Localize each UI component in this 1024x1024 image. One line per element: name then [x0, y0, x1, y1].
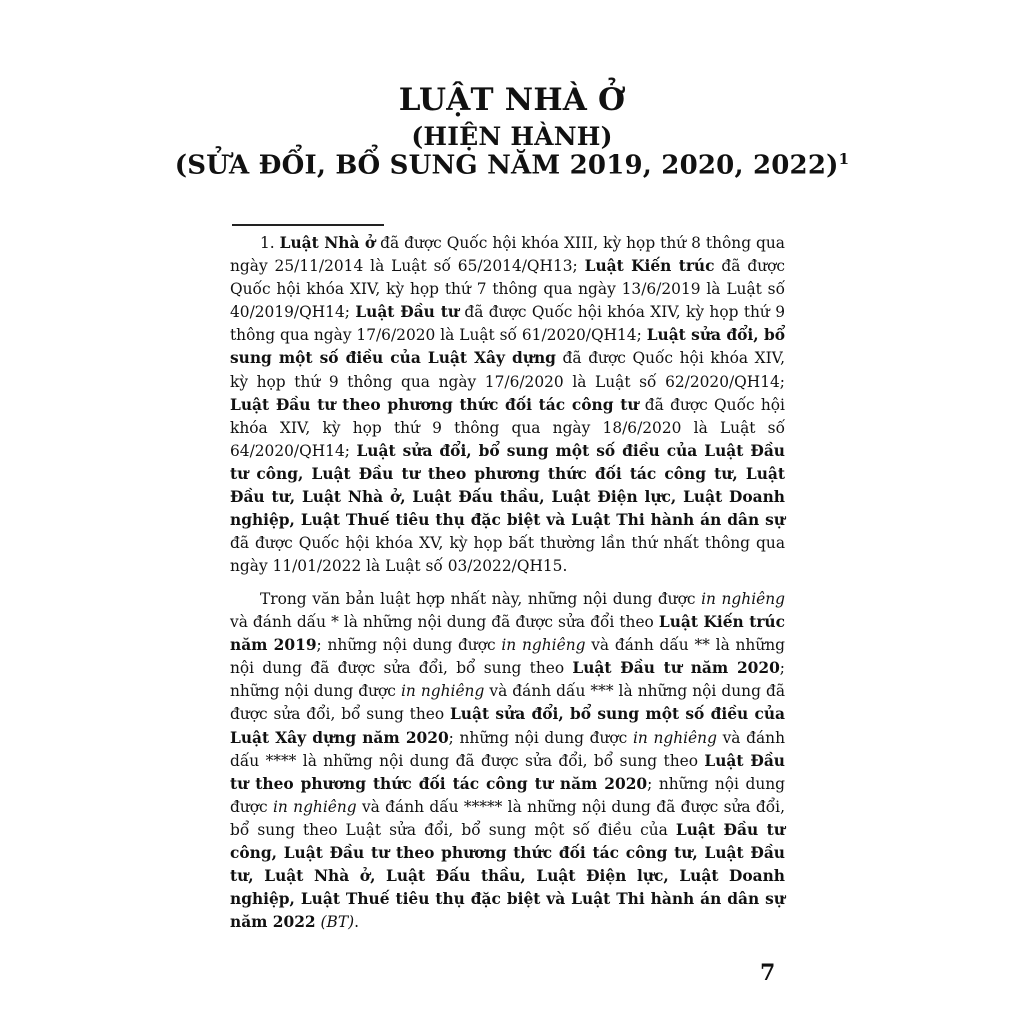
- law-title: LUẬT NHÀ Ở: [398, 82, 626, 118]
- note-segment: và đánh dấu * là những nội dung đã được sửa đổi theo: [230, 613, 659, 632]
- note-segment: .: [354, 913, 360, 932]
- note-segment: ; những nội dung được: [316, 636, 502, 655]
- footnote-number: 1.: [260, 234, 275, 252]
- note-segment: Trong văn bản luật hợp nhất này, những nội dung được: [260, 590, 702, 608]
- footnote-paragraph: [230, 232, 785, 578]
- footnote-segment: Luật Nhà ở: [279, 234, 376, 252]
- footnote-segment: đã được Quốc hội khóa XIV, kỳ họp thứ 9 thông qua ngày 17/6/2020 là Luật số 62/2020/QH14;: [230, 349, 785, 391]
- footnote-segment: Luật Kiến trúc: [584, 257, 715, 276]
- note-segment: in nghiêng: [632, 728, 717, 747]
- footnote-marker: 1: [838, 150, 850, 168]
- note-segment: ; những nội dung được: [230, 774, 786, 816]
- editorial-note-block: [230, 588, 785, 934]
- page-number: 7: [760, 960, 776, 986]
- footnote-segment: Luật sửa đổi, bổ sung một số điều của Luật Đầu tư công, Luật Đầu tư theo phương thức đối tác công tư, Luật Đầu tư, Luật Nhà ở, Luật Đấu thầu, Luật Điện lực, Luật Doanh nghiệp, Luật Thuế tiêu thụ đặc biệt và Luật Thi hành án dân sự: [230, 441, 785, 530]
- footnote-divider: [232, 224, 384, 226]
- footnote-text: [230, 234, 785, 575]
- note-segment: và đánh dấu **** là những nội dung đã được sửa đổi, bổ sung theo: [230, 728, 785, 770]
- footnote-segment: đã được Quốc hội khóa XIV, kỳ họp thứ 7 thông qua ngày 13/6/2019 là Luật số 40/2019/QH14;: [230, 257, 785, 322]
- law-amendment-years: [0, 150, 1024, 181]
- note-segment: Luật Kiến trúc năm 2019: [230, 613, 785, 655]
- note-segment: in nghiêng: [501, 636, 586, 655]
- note-segment: Luật sửa đổi, bổ sung một số điều của Luật Xây dựng năm 2020: [230, 705, 786, 747]
- footnote-segment: đã được Quốc hội khóa XIV, kỳ họp thứ 9 thông qua ngày 17/6/2020 là Luật số 61/2020/QH14;: [230, 303, 785, 345]
- footnote-segment: đã được Quốc hội khóa XIV, kỳ họp thứ 9 thông qua ngày 18/6/2020 là Luật số 64/2020/QH14;: [230, 395, 785, 460]
- note-segment: và đánh dấu ** là những nội dung đã được sửa đổi, bổ sung theo: [230, 636, 786, 678]
- note-segment: Luật Đầu tư công, Luật Đầu tư theo phương thức đối tác công tư, Luật Đầu tư, Luật Nhà ở, Luật Đấu thầu, Luật Điện lực, Luật Doanh nghiệp, Luật Thuế tiêu thụ đặc biệt và Luật Thi hành án dân sự năm 2022: [230, 820, 785, 932]
- note-segment: Luật Đầu tư năm 2020: [572, 659, 780, 678]
- law-amendment-text: (SỬA ĐỔI, BỔ SUNG NĂM 2019, 2020, 2022): [174, 150, 839, 181]
- footnote-segment: đã được Quốc hội khóa XV, kỳ họp bất thường lần thứ nhất thông qua ngày 11/01/2022 là Luật số 03/2022/QH15.: [230, 534, 785, 576]
- note-segment: ; những nội dung được: [230, 659, 785, 701]
- footnote-segment: Luật Đầu tư: [355, 303, 460, 322]
- note-segment: Luật Đầu tư theo phương thức đối tác công tư năm 2020: [230, 751, 785, 793]
- note-segment: và đánh dấu ***** là những nội dung đã được sửa đổi, bổ sung theo Luật sửa đổi, bổ sung một số điều của: [230, 797, 785, 839]
- footnote-segment: đã được Quốc hội khóa XIII, kỳ họp thứ 8 thông qua ngày 25/11/2014 là Luật số 65/2014/QH13;: [230, 234, 785, 276]
- footnote-segment: Luật sửa đổi, bổ sung một số điều của Luật Xây dựng: [230, 326, 785, 368]
- editorial-note-paragraph: [230, 588, 785, 934]
- law-status: (HIỆN HÀNH): [411, 122, 613, 151]
- note-segment: (BT): [320, 913, 355, 932]
- note-segment: in nghiêng: [272, 797, 357, 816]
- note-segment: và đánh dấu *** là những nội dung đã được sửa đổi, bổ sung theo: [230, 682, 785, 724]
- note-segment: in nghiêng: [400, 682, 485, 701]
- footnote-block: [230, 232, 785, 578]
- footnote-segment: Luật Đầu tư theo phương thức đối tác công tư: [230, 395, 639, 414]
- note-segment: in nghiêng: [701, 590, 785, 608]
- note-segment: ; những nội dung được: [448, 728, 633, 747]
